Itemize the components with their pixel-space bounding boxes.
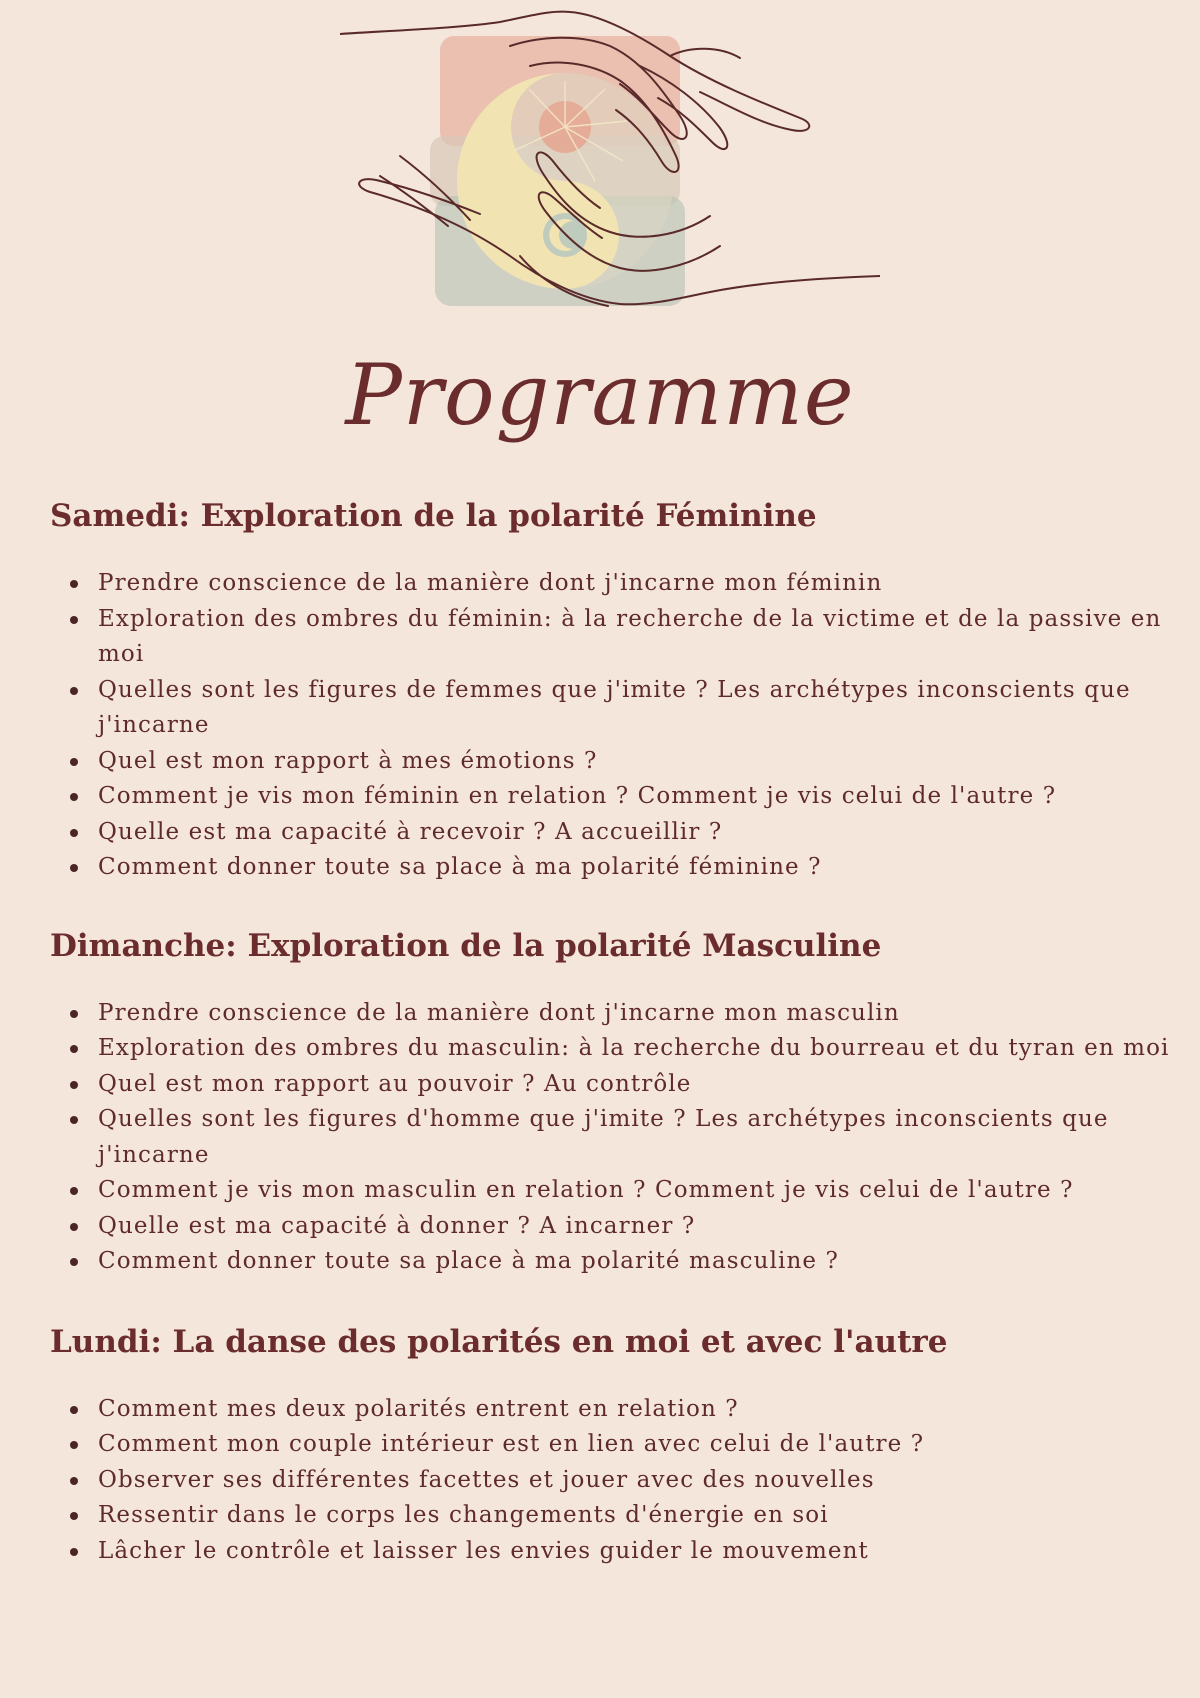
list-item: Comment mon couple intérieur est en lien avec celui de l'autre ? <box>50 1427 1170 1463</box>
yin-yang-hands-icon <box>340 6 880 336</box>
list-item: Exploration des ombres du féminin: à la recherche de la victime et de la passive en moi <box>50 602 1170 673</box>
list-item: Prendre conscience de la manière dont j'incarne mon féminin <box>50 566 1170 602</box>
section-samedi <box>50 492 1170 886</box>
list-item: Comment donner toute sa place à ma polarité masculine ? <box>50 1244 1170 1280</box>
section-dimanche <box>50 922 1170 1280</box>
list-item: Quel est mon rapport à mes émotions ? <box>50 744 1170 780</box>
list-item: Comment donner toute sa place à ma polarité féminine ? <box>50 850 1170 886</box>
list-item: Comment je vis mon féminin en relation ? Comment je vis celui de l'autre ? <box>50 779 1170 815</box>
page-title: Programme <box>345 346 855 444</box>
item-list <box>50 996 1170 1280</box>
list-item: Observer ses différentes facettes et jouer avec des nouvelles <box>50 1463 1170 1499</box>
list-item: Lâcher le contrôle et laisser les envies guider le mouvement <box>50 1534 1170 1570</box>
list-item: Quelles sont les figures de femmes que j'imite ? Les archétypes inconscients que j'incarne <box>50 673 1170 744</box>
list-item: Comment mes deux polarités entrent en relation ? <box>50 1392 1170 1428</box>
list-item: Exploration des ombres du masculin: à la recherche du bourreau et du tyran en moi <box>50 1031 1170 1067</box>
item-list <box>50 566 1170 886</box>
list-item: Comment je vis mon masculin en relation ? Comment je vis celui de l'autre ? <box>50 1173 1170 1209</box>
section-heading: Dimanche: Exploration de la polarité Masculine <box>50 927 882 964</box>
list-item: Quelle est ma capacité à recevoir ? A accueillir ? <box>50 815 1170 851</box>
list-item: Prendre conscience de la manière dont j'incarne mon masculin <box>50 996 1170 1032</box>
section-heading: Samedi: Exploration de la polarité Féminine <box>50 498 817 534</box>
program-content <box>50 492 1170 1569</box>
list-item: Quelles sont les figures d'homme que j'imite ? Les archétypes inconscients que j'incarne <box>50 1102 1170 1173</box>
list-item: Quelle est ma capacité à donner ? A incarner ? <box>50 1209 1170 1245</box>
section-heading: Lundi: La danse des polarités en moi et avec l'autre <box>50 1323 948 1360</box>
item-list <box>50 1392 1170 1570</box>
list-item: Ressentir dans le corps les changements d'énergie en soi <box>50 1498 1170 1534</box>
list-item: Quel est mon rapport au pouvoir ? Au contrôle <box>50 1067 1170 1103</box>
section-lundi <box>50 1318 1170 1570</box>
